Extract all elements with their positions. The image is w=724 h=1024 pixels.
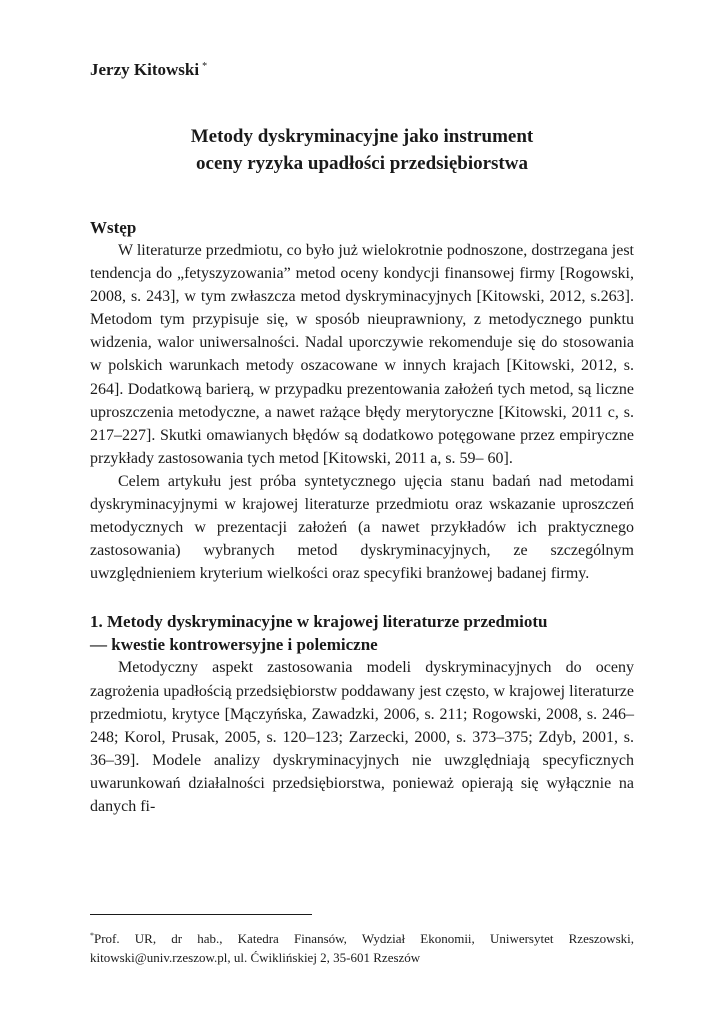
author-name-text: Jerzy Kitowski: [90, 60, 200, 79]
footnote-marker: *: [90, 931, 94, 940]
section-1-heading-line-1: 1. Metody dyskryminacyjne w krajowej literaturze przedmiotu: [90, 612, 548, 632]
footnote: [90, 926, 634, 967]
intro-paragraph-1: W literaturze przedmiotu, co było już wielokrotnie podnoszone, dostrzegana jest tendencja do „fetyszyzowania” metod oceny kondycji finansowej firmy [Rogowski, 2008, s. 243], w tym zwłaszcza metod dyskryminacyjnych [Kitowski, 2012, s.263]. Metodom tym przypisuje się, w sposób nieuprawniony, z metodycznego punktu widzenia, walor uniwersalności. Nadal uporczywie rekomenduje się do stosowania w polskich warunkach metody oszacowane w innych krajach [Kitowski, 2012, s. 264]. Dodatkową barierą, w przypadku prezentowania założeń tych metod, są liczne uproszczenia metodyczne, a nawet rażące błędy merytoryczne [Kitowski, 2011 c, s. 217–227]. Skutki omawianych błędów są dodatkowo potęgowane przez empiryczne przykłady zastosowania tych metod [Kitowski, 2011 a, s. 59– 60].: [90, 242, 634, 467]
footnote-text: Prof. UR, dr hab., Katedra Finansów, Wydział Ekonomii, Uniwersytet Rzeszowski, kitowski@univ.rzeszow.pl, ul. Ćwiklińskiej 2, 35-601 Rzeszów: [90, 931, 634, 965]
author-name: [90, 56, 634, 81]
title-line-1: Metody dyskryminacyjne jako instrument: [190, 126, 534, 147]
intro-paragraph-2: Celem artykułu jest próba syntetycznego ujęcia stanu badań nad metodami dyskryminacyjnymi w krajowej literaturze przedmiotu oraz wskazanie uproszczeń metodycznych w prezentacji założeń (a nawet przykładów ich praktycznego zastosowania) wybranych metod dyskryminacyjnych, ze szczególnym uwzględnieniem kryterium wielkości oraz specyfiki branżowej badanej firmy.: [90, 472, 634, 583]
section-1-heading-line-2: — kwestie kontrowersyjne i polemiczne: [90, 635, 378, 655]
footnote-divider: [90, 914, 312, 915]
author-footnote-marker: *: [202, 61, 208, 72]
article-title: [90, 123, 634, 177]
page-body: [90, 56, 634, 818]
title-line-2: oceny ryzyka upadłości przedsiębiorstwa: [196, 153, 528, 174]
intro-heading: Wstęp: [90, 218, 137, 237]
section-1-heading: [90, 610, 634, 656]
section-1-paragraph-1: Metodyczny aspekt zastosowania modeli dyskryminacyjnych do oceny zagrożenia upadłością przedsiębiorstw poddawany jest często, w krajowej literaturze przedmiotu, krytyce [Mączyńska, Zawadzki, 2006, s. 211; Rogowski, 2008, s. 246–248; Korol, Prusak, 2005, s. 120–123; Zarzecki, 2000, s. 373–375; Zdyb, 2001, s. 36–39]. Modele analizy dyskryminacyjnych nie uwzględniają specyficznych uwarunkowań działalności przedsiębiorstwa, ponieważ opierają się wyłącznie na danych fi-: [90, 659, 634, 815]
